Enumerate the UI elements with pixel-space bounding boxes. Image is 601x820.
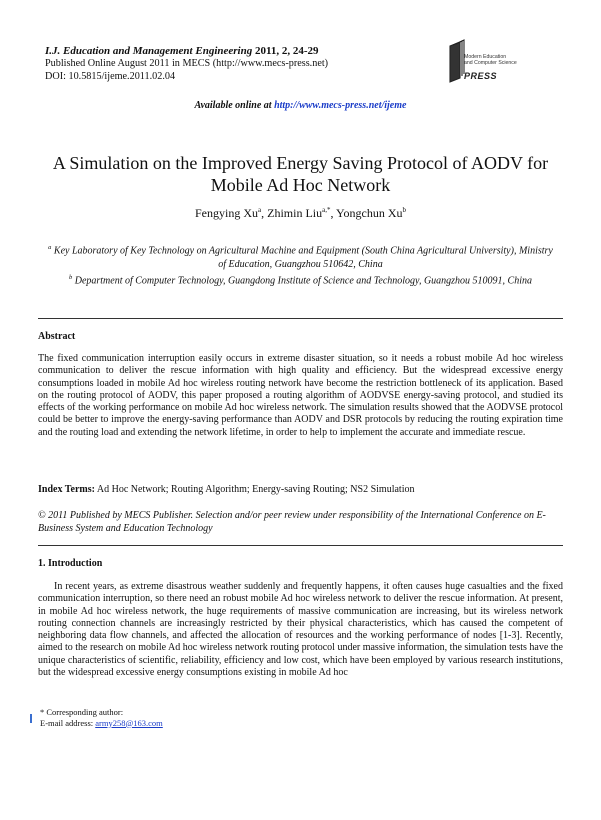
logo-wordmark <box>464 55 534 66</box>
introduction-heading: 1. Introduction <box>38 558 103 569</box>
journal-citation <box>45 45 445 58</box>
abstract-text: The fixed communication interruption easily occurs in extreme disaster situation, so it needs a robust mobile Ad hoc wireless communication to deliver the rescue information with high quality and efficiency. But the widespread excessive energy consumptions loaded in mobile Ad hoc wireless routing network have become the restriction bottleneck of its application. Based on the routing protocol of AODV, this paper proposed a routing algorithm of AODVSE energy-saving protocol, and studied its effects of the working performance on mobile Ad hoc wireless network. The simulation results showed that the AODVSE protocol could be better to improve the energy-saving performance than AODV and DSR protocols by reducing the routing expiration time and the routing load and extending the network lifetime, in order to help to implement the accurate and immediate rescue. <box>38 353 563 438</box>
author-list <box>0 206 601 221</box>
introduction-text: In recent years, as extreme disastrous weather suddenly and frequently happens, it often causes huge casualties and the fixed communication interruption, so there need an robust mobile Ad hoc wireless network to deliver the rescue information. At present, in mobile Ad hoc wireless network, the huge requirements of massive communication are increasing, but its wireless network routing connection channels are increasingly restricted by their physical characteristics, which has caused the competent of neighboring data flow channels, and affected the allocation of resources and the working performance of nodes [1-3]. Recently, aimed to the research on mobile Ad hoc wireless network routing protocol under massive information, the simulation tests have the unique characteristics of scientific, reliability, efficiency and low cost, which have been employed by various research institutions, but the widespread excessive energy consumptions existing in mobile Ad hoc <box>38 581 563 679</box>
affiliation-a <box>45 241 556 271</box>
abstract-heading: Abstract <box>38 331 76 342</box>
change-bar <box>30 714 32 723</box>
index-terms-label: Index Terms: <box>38 484 95 495</box>
email-link[interactable]: army258@163.com <box>95 717 163 728</box>
journal-volume: 2011, 2, 24-29 <box>254 45 319 57</box>
affiliations <box>45 241 556 288</box>
author-2-affil: a,* <box>322 206 331 214</box>
logo-press: PRESS <box>464 71 498 81</box>
logo-line-1: Modern Education <box>464 54 507 60</box>
footnote <box>40 707 163 728</box>
journal-url-link[interactable]: http://www.mecs-press.net/ijeme <box>274 100 407 111</box>
author-1-affil: a <box>258 206 262 214</box>
index-terms-text: Ad Hoc Network; Routing Algorithm; Energy-saving Routing; NS2 Simulation <box>94 484 415 495</box>
available-online <box>0 100 601 111</box>
logo-line-2: and Computer Science <box>464 59 517 66</box>
email-label: E-mail address: <box>40 717 96 728</box>
author-separator: , <box>330 206 337 220</box>
affiliation-b <box>45 271 556 288</box>
journal-header <box>45 45 445 83</box>
divider <box>38 545 563 546</box>
author-2: Zhimin Liu <box>267 206 323 220</box>
author-1: Fengying Xu <box>195 206 258 220</box>
author-separator: , <box>261 206 268 220</box>
journal-name: I.J. Education and Management Engineering <box>45 45 253 57</box>
copyright-notice: © 2011 Published by MECS Publisher. Selection and/or peer review under responsibility of the International Conference on E-Business System and Education Technology <box>38 510 546 534</box>
author-3-affil: b <box>402 206 406 214</box>
doi-line: DOI: 10.5815/ijeme.2011.02.04 <box>45 70 176 82</box>
available-prefix: Available online at <box>194 100 275 111</box>
author-3: Yongchun Xu <box>336 206 403 220</box>
published-line: Published Online August 2011 in MECS (http://www.mecs-press.net) <box>45 57 329 69</box>
divider <box>38 318 563 319</box>
index-terms <box>38 484 563 495</box>
affiliation-b-marker: b <box>68 274 73 282</box>
paper-title: A Simulation on the Improved Energy Saving Protocol of AODV for Mobile Ad Hoc Network <box>52 153 549 195</box>
affiliation-a-text: Key Laboratory of Key Technology on Agricultural Machine and Equipment (South China Agricultural University), Ministry of Education, Guangzhou 510642, China <box>51 245 553 270</box>
affiliation-b-text: Department of Computer Technology, Guangdong Institute of Science and Technology, Guangzhou 510091, China <box>72 275 533 287</box>
corresponding-author-note: * Corresponding author: <box>40 707 124 717</box>
email-line <box>40 718 163 729</box>
affiliation-a-marker: a <box>48 244 52 251</box>
